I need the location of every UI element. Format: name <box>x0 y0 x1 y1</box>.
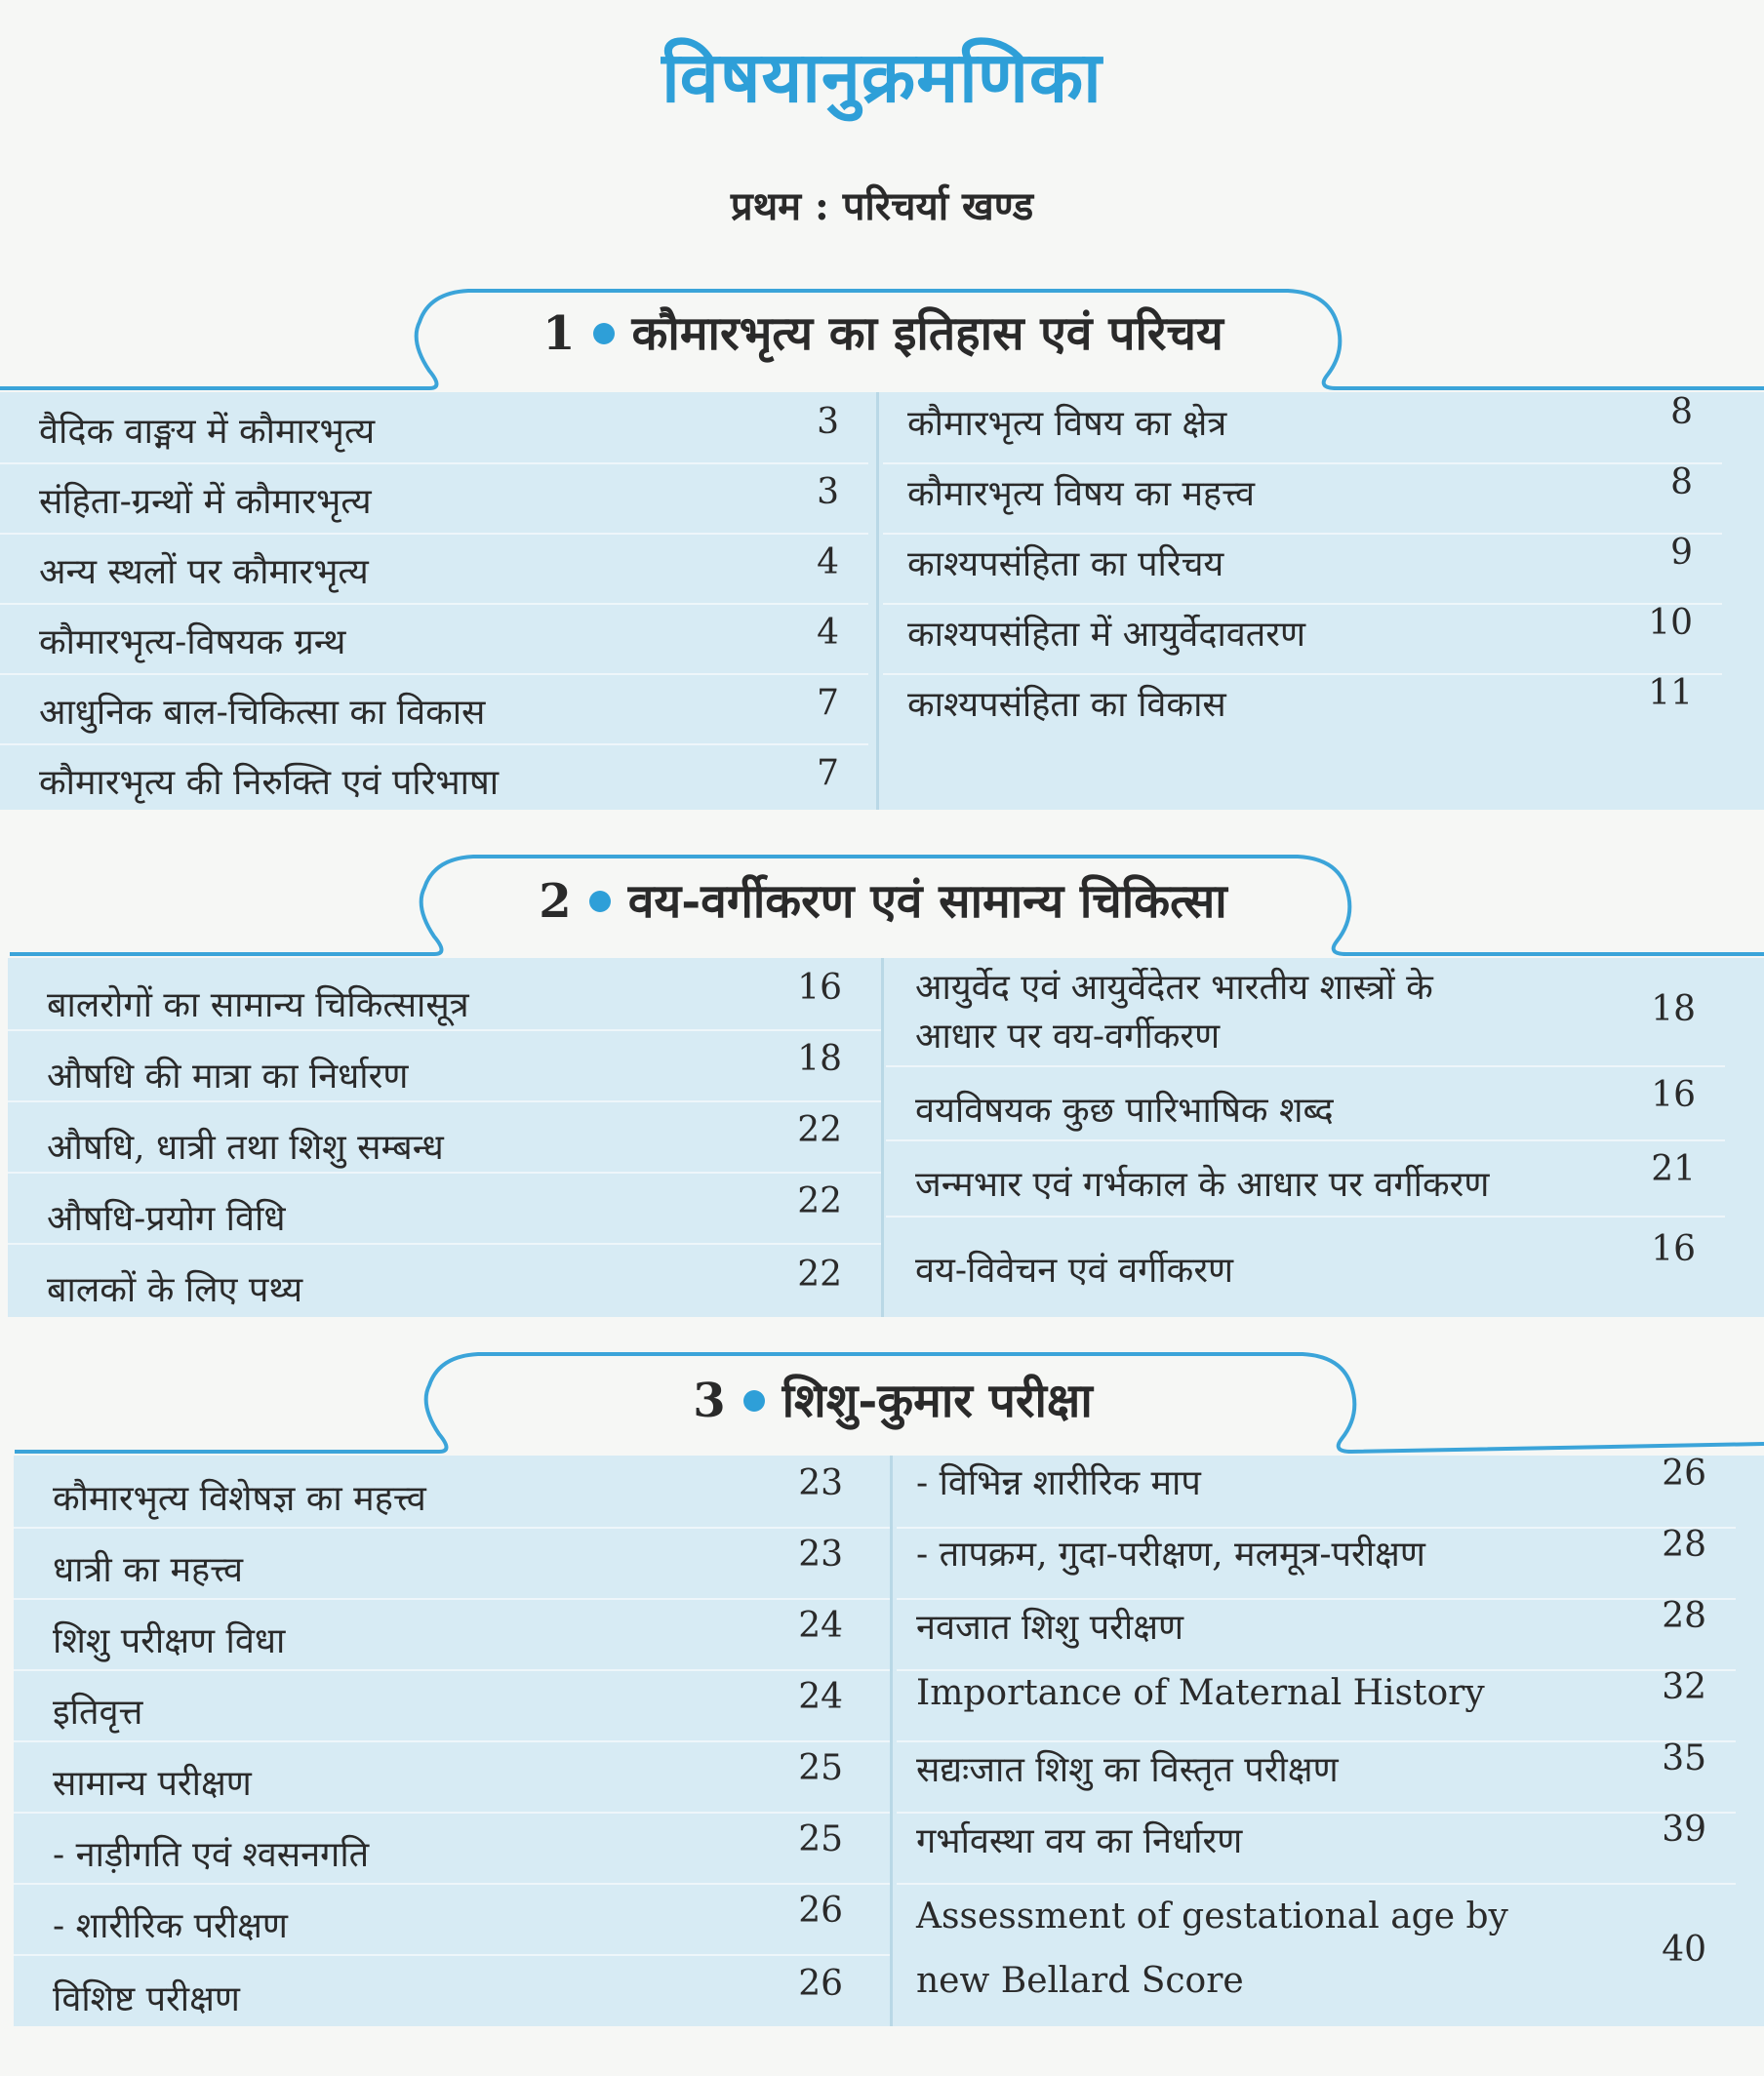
toc-entry[interactable]: - नाड़ीगति एवं श्वसनगति 25 <box>14 1812 892 1885</box>
section-number: 2 <box>539 874 572 929</box>
section-body <box>8 958 1764 1317</box>
page-title: विषयानुक्रमणिका <box>662 35 1102 118</box>
toc-entry[interactable]: कौमारभृत्य विषय का महत्त्व 8 <box>883 462 1722 535</box>
right-column <box>897 1456 1736 2026</box>
toc-entry[interactable]: सामान्य परीक्षण 25 <box>14 1740 892 1814</box>
bullet-dot-icon <box>743 1390 765 1412</box>
toc-entry[interactable]: वयविषयक कुछ पारिभाषिक शब्द 16 <box>886 1065 1725 1141</box>
toc-entry[interactable]: वैदिक वाङ्मय में कौमारभृत्य 3 <box>0 392 868 464</box>
toc-entry[interactable]: औषधि की मात्रा का निर्धारण 18 <box>8 1029 881 1102</box>
section-number: 3 <box>693 1374 726 1428</box>
bullet-dot-icon <box>589 891 611 912</box>
toc-entry[interactable]: औषधि, धात्री तथा शिशु सम्बन्ध 22 <box>8 1100 881 1174</box>
toc-entry[interactable]: संहिता-ग्रन्थों में कौमारभृत्य 3 <box>0 462 868 535</box>
section-body <box>14 1456 1764 2026</box>
column-divider <box>890 1456 893 2026</box>
toc-entry[interactable]: कौमारभृत्य-विषयक ग्रन्थ 4 <box>0 603 868 675</box>
toc-entry[interactable]: जन्मभार एवं गर्भकाल के आधार पर वर्गीकरण 21 <box>886 1139 1725 1218</box>
toc-entry[interactable]: - तापक्रम, गुदा-परीक्षण, मलमूत्र-परीक्षण 28 <box>897 1527 1736 1600</box>
left-column <box>8 958 881 1317</box>
section-body <box>0 392 1764 810</box>
toc-entry[interactable]: शिशु परीक्षण विधा 24 <box>14 1598 892 1671</box>
toc-entry[interactable]: इतिवृत्त 24 <box>14 1669 892 1742</box>
section-title <box>429 300 1337 364</box>
left-column <box>0 392 868 810</box>
section-header <box>0 283 1764 392</box>
toc-entry[interactable]: कौमारभृत्य विशेषज्ञ का महत्त्व 23 <box>14 1456 892 1529</box>
toc-entry[interactable]: गर्भावस्था वय का निर्धारण 39 <box>897 1812 1736 1885</box>
toc-entry[interactable]: अन्य स्थलों पर कौमारभृत्य 4 <box>0 533 868 605</box>
section-header <box>0 1346 1764 1456</box>
section-title <box>439 1368 1346 1431</box>
section-heading: शिशु-कुमार परीक्षा <box>782 1374 1093 1428</box>
section-heading: वय-वर्गीकरण एवं सामान्य चिकित्सा <box>627 874 1227 929</box>
section-heading: कौमारभृत्य का इतिहास एवं परिचय <box>631 306 1223 361</box>
part-subtitle: प्रथम : परिचर्या खण्ड <box>730 183 1034 229</box>
section-number: 1 <box>542 306 576 361</box>
toc-entry[interactable]: नवजात शिशु परीक्षण 28 <box>897 1598 1736 1671</box>
section-header <box>0 849 1764 958</box>
toc-entry[interactable]: कौमारभृत्य विषय का क्षेत्र 8 <box>883 392 1722 464</box>
right-column <box>886 958 1725 1317</box>
toc-entry[interactable]: Importance of Maternal History 32 <box>897 1669 1736 1742</box>
toc-entry[interactable]: विशिष्ट परीक्षण 26 <box>53 1964 843 2019</box>
section-title <box>429 868 1337 932</box>
toc-entry[interactable]: बालरोगों का सामान्य चिकित्सासूत्र 16 <box>8 958 881 1031</box>
toc-entry[interactable]: Assessment of gestational age by new Bellard Score 40 <box>916 1896 1706 2001</box>
column-divider <box>876 392 879 810</box>
toc-entry[interactable]: - विभिन्न शारीरिक माप 26 <box>897 1456 1736 1529</box>
left-column <box>14 1456 892 2026</box>
toc-entry[interactable]: वय-विवेचन एवं वर्गीकरण 16 <box>915 1229 1696 1291</box>
toc-entry[interactable]: - शारीरिक परीक्षण 26 <box>14 1883 892 1956</box>
toc-entry[interactable]: औषधि-प्रयोग विधि 22 <box>8 1172 881 1245</box>
toc-entry[interactable]: सद्यःजात शिशु का विस्तृत परीक्षण 35 <box>897 1740 1736 1814</box>
column-divider <box>881 958 884 1317</box>
toc-entry[interactable]: काश्यपसंहिता का परिचय 9 <box>883 533 1722 605</box>
bullet-dot-icon <box>593 323 615 344</box>
right-column <box>883 392 1722 810</box>
toc-entry[interactable]: आधुनिक बाल-चिकित्सा का विकास 7 <box>0 673 868 745</box>
toc-entry[interactable]: धात्री का महत्त्व 23 <box>14 1527 892 1600</box>
toc-entry[interactable]: काश्यपसंहिता का विकास 11 <box>907 673 1693 725</box>
toc-entry[interactable]: आयुर्वेद एवं आयुर्वेदेतर भारतीय शास्त्रों के आधार पर वय-वर्गीकरण 18 <box>886 958 1725 1067</box>
toc-entry[interactable]: काश्यपसंहिता में आयुर्वेदावतरण 10 <box>883 603 1722 675</box>
toc-entry[interactable]: कौमारभृत्य की निरुक्ति एवं परिभाषा 7 <box>39 753 839 803</box>
toc-entry[interactable]: बालकों के लिए पथ्य 22 <box>47 1255 842 1310</box>
